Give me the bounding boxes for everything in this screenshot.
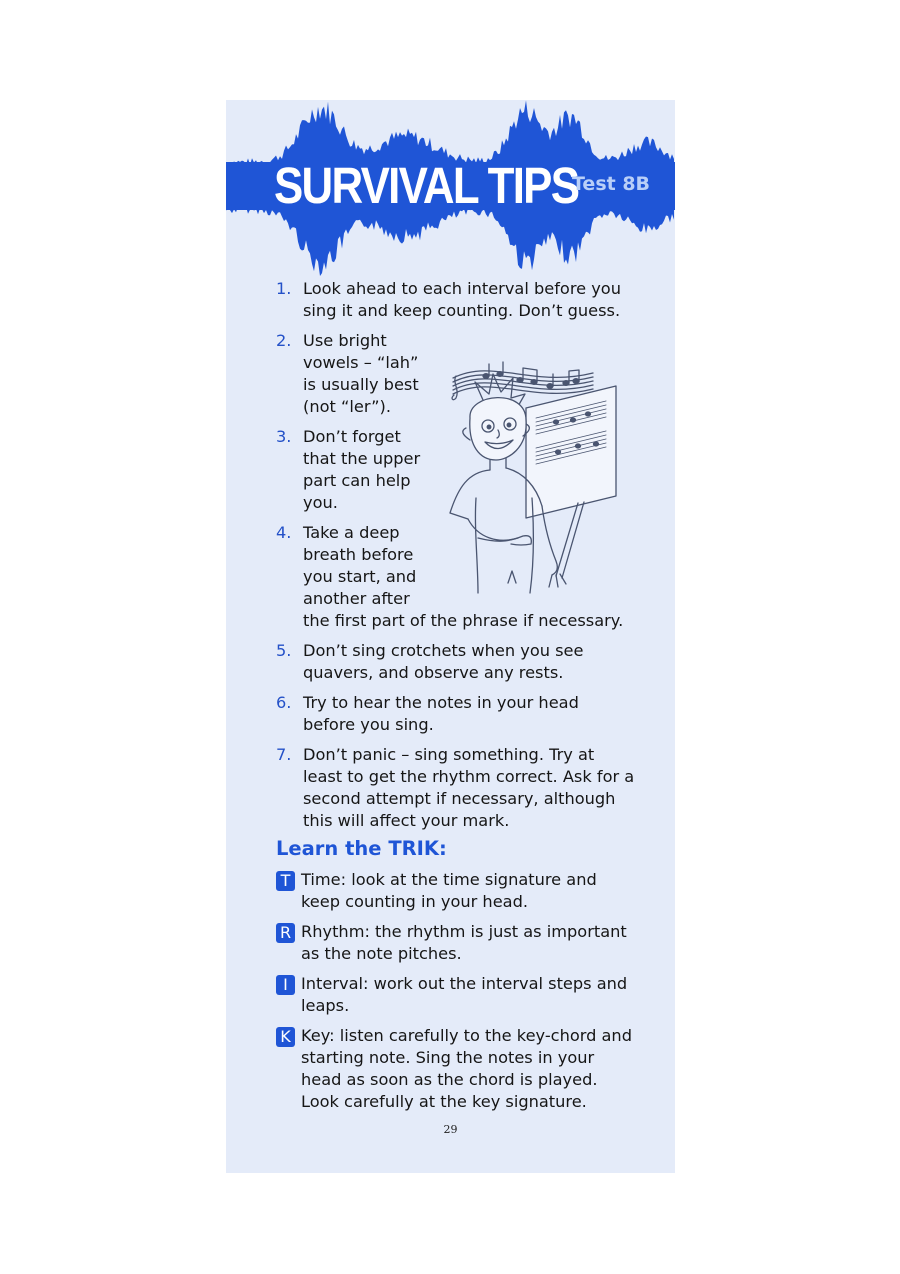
trik-list: [276, 869, 636, 1121]
trik-text: Rhythm: the rhythm is just as important as the note pitches.: [301, 922, 627, 963]
tip-line: the first part of the phrase if necessary.: [303, 611, 624, 630]
tip-text: Look ahead to each interval before you sing it and keep counting. Don’t guess.: [303, 279, 621, 320]
tip-line: another after: [303, 589, 410, 608]
tip-number: 1.: [276, 279, 292, 298]
trik-text: Key: listen carefully to the key-chord and starting note. Sing the notes in your head as soon as the chord is played. Look carefully at the key signature.: [301, 1026, 632, 1111]
tip-text: Don’t sing crotchets when you see quavers, and observe any rests.: [303, 641, 584, 682]
tip-text: Don’t panic – sing something. Try at least to get the rhythm correct. Ask for a second attempt if necessary, although this will affect your mark.: [303, 745, 635, 830]
survival-tips-panel: [226, 100, 675, 1173]
tip-item: [276, 278, 636, 322]
trik-text: Time: look at the time signature and keep counting in your head.: [301, 870, 597, 911]
tip-text: Use bright vowels – “lah” is usually best (not “ler”).: [303, 331, 419, 416]
tip-number: 4.: [276, 523, 292, 542]
trik-letter-badge: I: [276, 975, 295, 995]
trik-letter-badge: K: [276, 1027, 295, 1047]
trik-text: Interval: work out the interval steps and leaps.: [301, 974, 628, 1015]
tip-line: breath before: [303, 545, 414, 564]
tip-item: [276, 744, 636, 832]
trik-letter-badge: T: [276, 871, 295, 891]
tip-number: 7.: [276, 745, 292, 764]
trik-item: [276, 921, 636, 965]
tip-item: [276, 692, 636, 736]
tip-line: Take a deep: [303, 523, 400, 542]
tip-number: 6.: [276, 693, 292, 712]
tip-number: 3.: [276, 427, 292, 446]
banner-title: SURVIVAL TIPS: [274, 157, 579, 214]
banner: [226, 100, 675, 280]
page-number: 29: [443, 1123, 458, 1136]
test-label: Test 8B: [572, 173, 651, 195]
tip-item: [276, 640, 636, 684]
trik-item: [276, 1025, 636, 1113]
trik-heading: Learn the TRIK:: [276, 837, 447, 860]
tip-text: Don’t forget that the upper part can help you.: [303, 427, 421, 512]
trik-item: [276, 973, 636, 1017]
trik-letter-badge: R: [276, 923, 295, 943]
tip-number: 2.: [276, 331, 292, 350]
tip-text: Try to hear the notes in your head before you sing.: [303, 693, 579, 734]
boy-holding-music-sign-icon: [438, 348, 633, 598]
tip-line: you start, and: [303, 567, 417, 586]
trik-item: [276, 869, 636, 913]
tip-number: 5.: [276, 641, 292, 660]
